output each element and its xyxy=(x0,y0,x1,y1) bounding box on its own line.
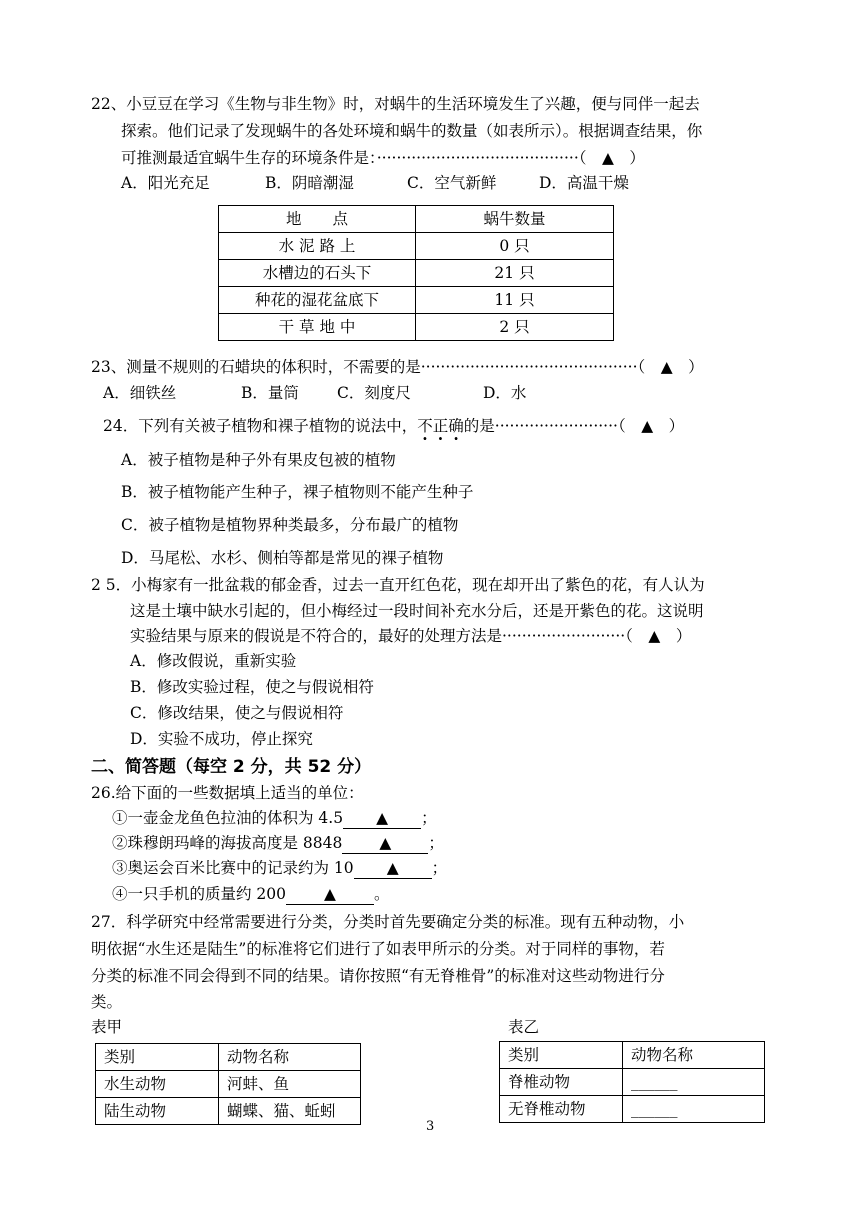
q23-option-c: C．刻度尺 xyxy=(337,384,411,402)
q23-option-a: A．细铁丝 xyxy=(103,384,177,402)
table-cell: 陆生动物 xyxy=(96,1098,219,1125)
q26-item-text: ①一壶金龙鱼色拉油的体积为 4.5 xyxy=(112,809,344,827)
q27-stem-line4: 类。 xyxy=(91,993,123,1011)
q26-item-text: ④一只手机的质量约 200 xyxy=(112,885,287,903)
q26-item-text: ②珠穆朗玛峰的海拔高度是 8848 xyxy=(112,834,343,852)
classification-table-a xyxy=(95,1043,361,1125)
q25-option-c: C．修改结果，使之与假说相符 xyxy=(130,704,344,722)
q24-option-b: B．被子植物能产生种子，裸子植物则不能产生种子 xyxy=(121,483,474,501)
table-cell: 脊椎动物 xyxy=(500,1069,623,1096)
q22-stem-line3: 可推测最适宜蜗牛生存的环境条件是：·········································（ ▲ ） xyxy=(121,149,645,167)
table-cell: 种花的湿花盆底下 xyxy=(219,287,416,314)
table-cell: 11 只 xyxy=(416,287,614,314)
q22-option-a: A．阳光充足 xyxy=(121,174,210,192)
table-row xyxy=(219,287,614,314)
q24-option-a: A．被子植物是种子外有果皮包被的植物 xyxy=(121,451,396,469)
q25-stem-line1: 2 5．小梅家有一批盆栽的郁金香，过去一直开红色花，现在却开出了紫色的花，有人认为 xyxy=(91,576,705,594)
q25-option-d: D．实验不成功，停止探究 xyxy=(130,730,313,748)
q24-stem-pre: 24．下列有关被子植物和裸子植物的说法中， xyxy=(103,417,418,435)
q26-item-end: ； xyxy=(431,859,448,877)
q27-stem-line1: 27．科学研究中经常需要进行分类，分类时首先要确定分类的标准。现有五种动物，小 xyxy=(91,913,685,931)
table-row xyxy=(219,233,614,260)
q22-stem-line2: 探索。他们记录了发现蜗牛的各处环境和蜗牛的数量（如表所示）。根据调查结果，你 xyxy=(121,122,703,140)
classification-table-b xyxy=(499,1041,765,1123)
table-row xyxy=(500,1069,765,1096)
q24-stem-post: 的是·························（ ▲ ） xyxy=(463,417,685,435)
q25-stem-line3: 实验结果与原来的假说是不符合的，最好的处理方法是·························（ ▲ ） xyxy=(130,627,692,645)
table-cell: 水槽边的石头下 xyxy=(219,260,416,287)
q24-stem xyxy=(103,416,684,436)
table-row xyxy=(500,1096,765,1123)
q24-emphasis-char: 正 xyxy=(432,417,449,435)
q23-option-d: D．水 xyxy=(483,384,527,402)
table-cell: 2 只 xyxy=(416,314,614,341)
table-header-cell: 动物名称 xyxy=(623,1042,765,1069)
q22-option-d: D．高温干燥 xyxy=(539,174,629,192)
q24-emphasis-char: 确 xyxy=(448,417,464,435)
table-cell: 蝴蝶、猫、蚯蚓 xyxy=(219,1098,361,1125)
page-number: 3 xyxy=(426,1119,435,1134)
table-b-caption: 表乙 xyxy=(508,1018,540,1036)
answer-blank[interactable]: ▲ xyxy=(354,858,432,879)
q25-stem-line2: 这是土壤中缺水引起的，但小梅经过一段时间补充水分后，还是开紫色的花。这说明 xyxy=(130,602,704,620)
q26-stem: 26.给下面的一些数据填上适当的单位： xyxy=(91,784,364,802)
table-row xyxy=(219,260,614,287)
q23-stem: 23、测量不规则的石蜡块的体积时，不需要的是············································（ ▲ ） xyxy=(91,358,704,376)
table-header-row xyxy=(500,1042,765,1069)
q26-item-end: 。 xyxy=(374,885,390,903)
table-cell: 水生动物 xyxy=(96,1071,219,1098)
table-row xyxy=(96,1098,361,1125)
table-row xyxy=(219,314,614,341)
q22-option-b: B．阴暗潮湿 xyxy=(265,174,354,192)
q24-option-d: D．马尾松、水杉、侧柏等都是常见的裸子植物 xyxy=(121,549,444,567)
q25-option-a: A．修改假说，重新实验 xyxy=(130,652,297,670)
table-header-row xyxy=(219,206,614,233)
q26-item-3 xyxy=(112,858,447,879)
q27-stem-line2: 明依据“水生还是陆生”的标准将它们进行了如表甲所示的分类。对于同样的事物，若 xyxy=(91,940,665,958)
answer-blank[interactable]: ______ xyxy=(623,1096,765,1123)
table-a-caption: 表甲 xyxy=(91,1018,123,1036)
table-cell: 河蚌、鱼 xyxy=(219,1071,361,1098)
section-heading: 二、简答题（每空 2 分，共 52 分） xyxy=(91,757,372,777)
table-row xyxy=(96,1071,361,1098)
table-cell: 21 只 xyxy=(416,260,614,287)
q26-item-2 xyxy=(112,833,444,854)
table-header-cell: 类别 xyxy=(500,1042,623,1069)
q23-option-b: B．量筒 xyxy=(241,384,299,402)
table-header-cell: 蜗牛数量 xyxy=(416,206,614,233)
table-header-cell: 动物名称 xyxy=(219,1044,361,1071)
table-cell: 水 泥 路 上 xyxy=(219,233,416,260)
q24-emphasis-char: 不 xyxy=(417,417,433,435)
q22-option-c: C．空气新鲜 xyxy=(407,174,497,192)
q26-item-end: ； xyxy=(428,834,444,852)
table-header-row xyxy=(96,1044,361,1071)
table-cell: 0 只 xyxy=(416,233,614,260)
q27-stem-line3: 分类的标准不同会得到不同的结果。请你按照“有无脊椎骨”的标准对这些动物进行分 xyxy=(91,967,665,985)
q26-item-4 xyxy=(112,884,390,905)
answer-blank[interactable]: ▲ xyxy=(342,833,428,854)
q25-option-b: B．修改实验过程，使之与假说相符 xyxy=(130,678,374,696)
q26-item-end: ； xyxy=(421,809,437,827)
q26-item-1 xyxy=(112,808,437,829)
table-cell: 无脊椎动物 xyxy=(500,1096,623,1123)
answer-blank[interactable]: ______ xyxy=(623,1069,765,1096)
answer-blank[interactable]: ▲ xyxy=(343,808,421,829)
q24-option-c: C．被子植物是植物界种类最多，分布最广的植物 xyxy=(121,516,459,534)
snail-survey-table xyxy=(218,205,614,341)
table-header-cell: 类别 xyxy=(96,1044,219,1071)
q26-item-text: ③奥运会百米比赛中的记录约为 10 xyxy=(112,859,354,877)
q22-stem-line1: 22、小豆豆在学习《生物与非生物》时，对蜗牛的生活环境发生了兴趣，便与同伴一起去 xyxy=(91,95,700,113)
table-header-cell: 地 点 xyxy=(219,206,416,233)
table-cell: 干 草 地 中 xyxy=(219,314,416,341)
answer-blank[interactable]: ▲ xyxy=(286,884,374,905)
